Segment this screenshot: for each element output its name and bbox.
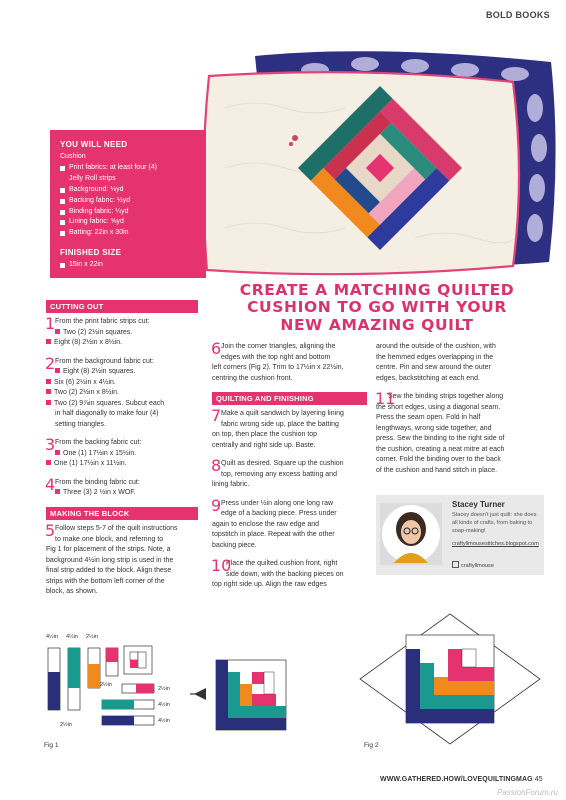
step-number: 4	[45, 474, 56, 494]
step-line: Join the corner triangles, aligning the	[221, 343, 336, 350]
bullet-icon	[55, 489, 60, 494]
step-line: centrally and right side up. Baste.	[212, 441, 316, 449]
you-will-need-box	[50, 130, 206, 278]
step-line: press. Sew the binding to the right side of	[376, 435, 505, 442]
author-box	[376, 495, 544, 575]
need-item: Binding fabric: ¼yd	[60, 207, 196, 218]
step-line: centring the cushion front.	[212, 374, 293, 382]
dim-label: 4½in	[66, 634, 78, 640]
step-line: topstitch in place. Repeat with the other	[212, 531, 335, 539]
step-line: centre. Pin and sew around the outer	[376, 364, 491, 371]
step-item: setting triangles.	[55, 420, 106, 428]
step-line: left corners (Fig 2). Trim to 17½in x 22½in,	[212, 364, 344, 371]
footer	[380, 776, 543, 783]
step-line: edges, backstitching at each end.	[376, 374, 480, 382]
bullet-icon	[55, 368, 60, 373]
step-number: 9	[211, 495, 222, 515]
finished-size-item: 15in x 22in	[60, 260, 196, 271]
step-line: fabric wrong side up, place the batting	[221, 420, 339, 428]
step-8	[211, 456, 367, 491]
footer-url[interactable]: WWW.GATHERED.HOW/LOVEQUILTINGMAG	[380, 776, 533, 783]
bullet-icon	[46, 339, 51, 344]
dim-label: 2½in	[86, 634, 98, 640]
fig1-assembled-block	[190, 650, 310, 740]
dim-label: 2½in	[100, 682, 112, 688]
need-item: Lining fabric: ⅝yd	[60, 217, 196, 228]
step-line: strips with the bottom left corner of the	[46, 577, 165, 585]
step-10	[211, 556, 367, 591]
step-text: From the backing fabric cut:	[55, 439, 142, 447]
author-name: Stacey Turner	[452, 500, 505, 509]
finished-size-heading: FINISHED SIZE	[60, 248, 122, 258]
step-line: side down, with the backing pieces on	[226, 570, 344, 578]
step-4	[45, 474, 198, 499]
fig2-label: Fig 2	[364, 742, 379, 749]
need-item: Backing fabric: ½yd	[60, 196, 196, 207]
fig2-diagram	[358, 612, 542, 747]
cutting-out-heading: CUTTING OUT	[46, 300, 198, 313]
step-line: top right side up. Align the raw edges	[212, 581, 327, 589]
step-item: Two (2) 2½in x 8½in.	[54, 389, 119, 397]
step-item: Eight (8) 2½in x 8½in.	[54, 339, 123, 347]
watermark: PassionForum.ru	[497, 788, 558, 797]
instagram-icon	[452, 561, 459, 568]
step-11	[375, 389, 536, 476]
step-line: edge of a backing piece. Press under	[221, 510, 337, 518]
bullet-icon	[46, 460, 51, 465]
column-2	[211, 339, 367, 599]
step-line: lining fabric.	[212, 481, 250, 489]
step-item: One (1) 17½in x 15½in.	[63, 449, 137, 457]
article-title	[232, 282, 522, 334]
step-3	[45, 435, 198, 470]
column-1	[46, 298, 198, 606]
step-line: corner. Fold the binding over to the back	[376, 456, 501, 463]
title-line: CREATE A MATCHING QUILTED	[239, 281, 515, 299]
step-7	[211, 406, 367, 451]
step-line: block, as shown.	[46, 588, 98, 595]
cushion-subheading: Cushion	[60, 153, 86, 161]
step-number: 2	[45, 353, 56, 373]
author-social-handle: craftyllmouse	[461, 563, 494, 569]
step-item: Six (6) 2½in x 4½in.	[54, 378, 116, 386]
dim-label: 4½in	[158, 702, 170, 708]
dim-label: 2½in	[60, 722, 72, 728]
dim-label: 2½in	[158, 686, 170, 692]
step-number: 3	[45, 435, 56, 455]
author-bio: Stacey doesn't just quilt: she does all kinds of crafts, from baking to soap-making!	[452, 512, 537, 535]
step-item: Two (2) 2½in squares.	[63, 328, 133, 336]
author-blog-link[interactable]: craftyllmousestitches.blogspot.com	[452, 541, 539, 547]
step-line: lengthways, wrong side together, and	[376, 424, 492, 432]
step-text: From the background fabric cut:	[55, 357, 154, 365]
step-line: Quilt as desired. Square up the cushion	[221, 460, 344, 468]
step-item: in half diagonally to make four (4)	[55, 410, 159, 418]
need-item: Background: ⅛yd	[60, 185, 196, 196]
bullet-icon	[46, 389, 51, 394]
bullet-icon	[55, 450, 60, 455]
title-line: CUSHION TO GO WITH YOUR	[247, 298, 507, 317]
section-tag: BOLD BOOKS	[485, 10, 550, 20]
step-line: Press under ½in along one long raw	[221, 499, 334, 507]
step-line: backing piece.	[212, 541, 257, 549]
page-number: 45	[534, 776, 543, 783]
fig1-diagram	[40, 628, 200, 738]
step-line: Fig 1 for placement of the strips. Note, a	[46, 546, 171, 553]
step-2	[45, 353, 198, 431]
step-line: final strip added to the block. Align these	[46, 567, 172, 574]
step-number: 8	[211, 456, 222, 476]
need-item: Batting: 22in x 30in	[60, 228, 196, 239]
dim-label: 4½in	[46, 634, 58, 640]
step-9	[211, 495, 367, 552]
title-line: NEW AMAZING QUILT	[280, 315, 474, 334]
step-line: top, removing any excess batting and	[221, 470, 337, 478]
step-line: again to enclose the raw edge and	[212, 520, 320, 528]
quilting-heading: QUILTING AND FINISHING	[212, 392, 367, 405]
step-item: Eight (8) 2½in squares.	[63, 368, 136, 376]
step-1	[45, 314, 198, 349]
bullet-icon	[55, 329, 60, 334]
step-item: One (1) 17½in x 11½in.	[54, 460, 127, 468]
step-line: Sew the binding strips together along	[388, 393, 504, 400]
step-line: Press the seam open. Fold in half	[376, 414, 481, 421]
need-item: Print fabrics: at least four (4)	[60, 163, 196, 174]
step-item: Three (3) 2 ½in x WOF.	[63, 489, 136, 497]
need-item: Jelly Roll strips	[69, 175, 116, 183]
step-6	[211, 339, 367, 384]
step-line: the short edges, using a diagonal seam.	[376, 403, 501, 411]
cushion-photo	[195, 48, 560, 278]
dim-label: 4½in	[158, 718, 170, 724]
step-item: Two (2) 9⅞in squares. Subcut each	[54, 399, 165, 407]
step-line: Follow steps 5-7 of the quilt instructions	[55, 525, 178, 532]
bullet-icon	[46, 379, 51, 384]
step-text: From the binding fabric cut:	[55, 478, 140, 486]
author-social[interactable]	[452, 561, 494, 569]
step-line: of the cushion and hand stitch in place.	[376, 466, 498, 474]
step-line: Make a quilt sandwich by layering lining	[221, 410, 344, 418]
step-number: 1	[45, 314, 56, 334]
step-line: the cushion, creating a neat mitre at each	[376, 445, 505, 453]
step-line: Place the quilted cushion front, right	[226, 560, 338, 568]
step-number: 7	[211, 406, 222, 426]
making-the-block-heading: MAKING THE BLOCK	[46, 507, 198, 520]
bullet-icon	[46, 400, 51, 405]
step-text: From the print fabric strips cut:	[55, 318, 150, 326]
step-number: 11	[375, 389, 396, 408]
step-10-continued	[376, 342, 536, 384]
step-line: the hemmed edges overlapping in the	[376, 353, 494, 361]
you-will-need-heading: YOU WILL NEED	[60, 140, 128, 149]
step-5	[45, 521, 198, 598]
step-number: 5	[45, 521, 56, 540]
step-line: to make one block, and referring to	[55, 535, 164, 543]
step-line: edges with the top right and bottom	[221, 353, 331, 361]
step-line: background 4½in long strip is used in the	[46, 556, 174, 564]
step-number: 10	[211, 556, 232, 576]
column-3	[376, 342, 536, 484]
step-line: on top, then place the cushion top	[212, 431, 318, 439]
step-number: 6	[211, 339, 222, 358]
author-photo	[380, 503, 442, 565]
fig1-label: Fig 1	[44, 742, 59, 749]
step-line: around the outside of the cushion, with	[376, 343, 496, 350]
